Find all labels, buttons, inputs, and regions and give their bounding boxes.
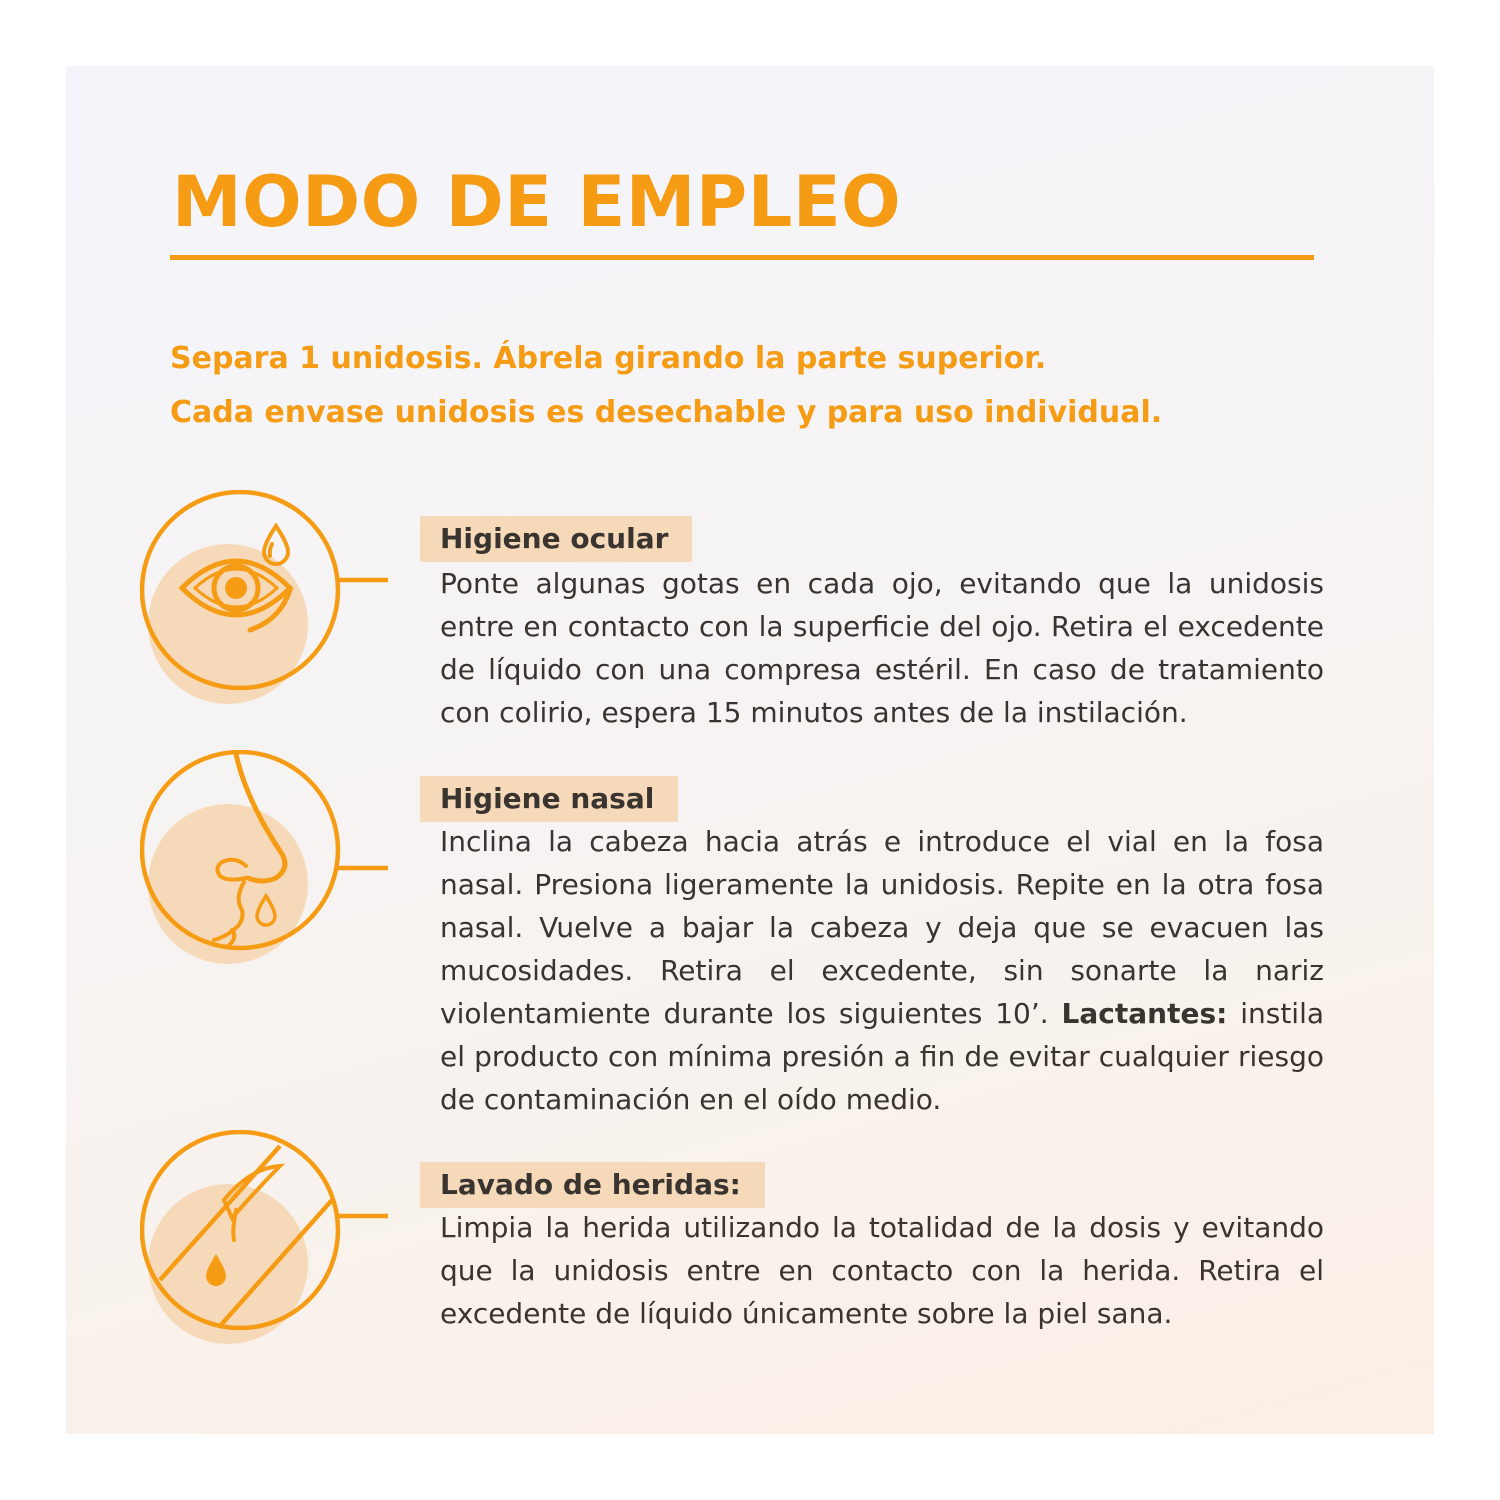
section-heading: Lavado de heridas: [420, 1162, 765, 1208]
section-body: Limpia la herida utilizando la totalidad de la dosis y evitando que la unidosis entre en contacto con la herida. Retira el excedente de líquido únicamente sobre la piel sana. [440, 1211, 1324, 1330]
title-underline [170, 255, 1314, 260]
section-body [440, 820, 1324, 1121]
section-body-text-after: instila el producto con mínima presión a fin de evitar cualquier riesgo de contaminación en el oído medio. [440, 997, 1325, 1116]
section-heading: Higiene nasal [420, 776, 678, 822]
section-body: Ponte algunas gotas en cada ojo, evitando que la unidosis entre en contacto con la superficie del ojo. Retira el excedente de líquido con una compresa estéril. En caso de tratamiento con colirio, espera 15 minutos antes de la instilación. [440, 567, 1324, 729]
page-title: MODO DE EMPLEO [172, 161, 902, 243]
wound-drop-icon [140, 1130, 400, 1350]
intro-line-1: Separa 1 unidosis. Ábrela girando la parte superior. [170, 341, 1047, 376]
section-heading: Higiene ocular [420, 516, 692, 562]
intro-text [170, 332, 1350, 440]
eye-drop-icon [140, 490, 400, 710]
section-body-text: Inclina la cabeza hacia atrás e introduce el vial en la fosa nasal. Presiona ligeramente la unidosis. Repite en la otra fosa nasal. Vuelve a bajar la cabeza y deja que se evacuen las mucosidades. Retira el excedente, sin sonarte la nariz violentamiente durante los siguientes 10’. [440, 825, 1324, 1030]
nose-drop-icon [140, 750, 400, 970]
instructions-panel [66, 66, 1434, 1434]
section-body-bold: Lactantes: [1061, 997, 1228, 1030]
intro-line-2: Cada envase unidosis es desechable y para uso individual. [170, 395, 1163, 430]
